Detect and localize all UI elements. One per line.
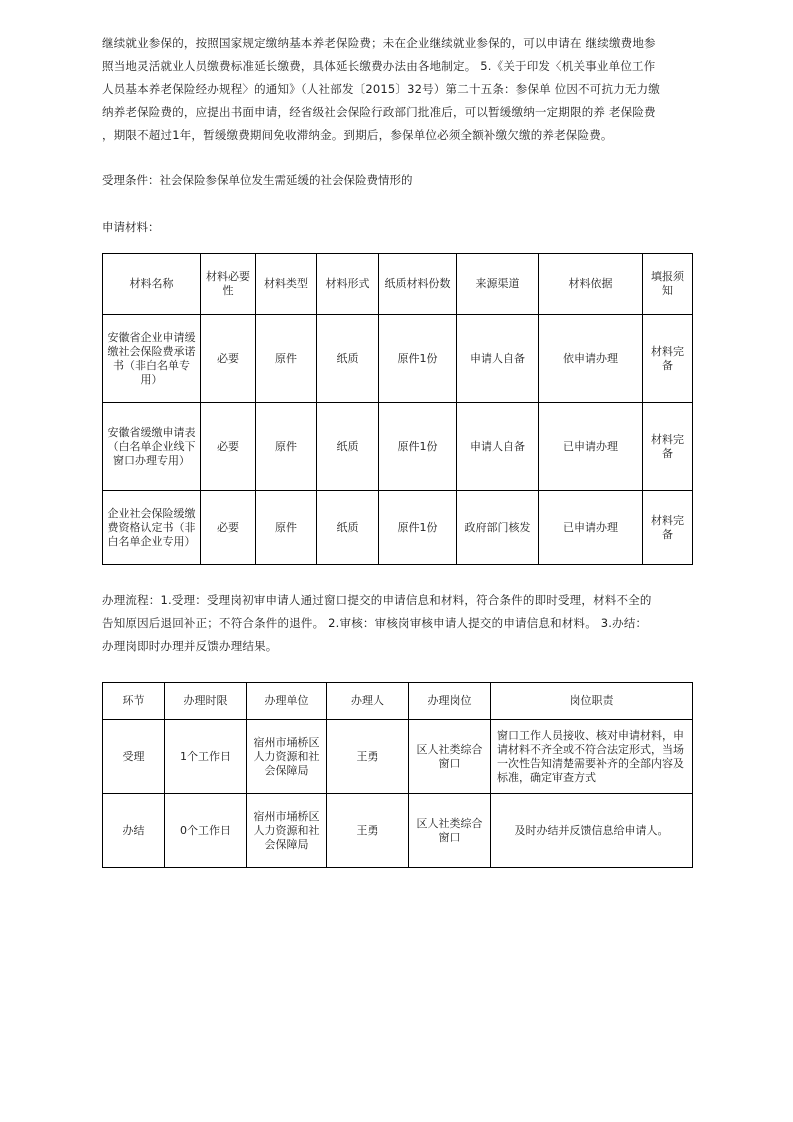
process-line: 告知原因后退回补正；不符合条件的退件。 2.审核：审核岗审核申请人提交的申请信息和材料。 3.办结： [102, 616, 648, 630]
table-cell: 王勇 [327, 794, 409, 868]
table-row [103, 491, 693, 565]
table-cell: 原件 [256, 403, 317, 491]
intro-line: 继续就业参保的，按照国家规定缴纳基本养老保险费；未在企业继续就业参保的，可以申请在 继续缴费地参 [102, 36, 656, 50]
table-cell: 窗口工作人员接收、核对申请材料，申请材料不齐全或不符合法定形式，当场一次性告知清楚需要补齐的全部内容及标准，确定审查方式 [491, 720, 693, 794]
table-cell: 原件 [256, 315, 317, 403]
table-cell: 材料完备 [643, 315, 693, 403]
acceptance-condition: 受理条件：社会保险参保单位发生需延缓的社会保险费情形的 [102, 173, 413, 187]
table-cell: 材料完备 [643, 491, 693, 565]
table-cell: 企业社会保险缓缴费资格认定书（非白名单企业专用） [103, 491, 201, 565]
table-cell: 纸质 [317, 403, 379, 491]
column-header: 办理岗位 [409, 683, 491, 720]
intro-line: 纳养老保险费的，应提出书面申请，经省级社会保险行政部门批准后，可以暂缓缴纳一定期限的养 老保险费 [102, 105, 656, 119]
column-header: 岗位职责 [491, 683, 693, 720]
table-cell: 原件 [256, 491, 317, 565]
table-cell: 1个工作日 [165, 720, 247, 794]
table-cell: 申请人自备 [457, 403, 539, 491]
materials-table [102, 253, 693, 565]
table-cell: 受理 [103, 720, 165, 794]
table-cell: 政府部门核发 [457, 491, 539, 565]
table-cell: 依申请办理 [539, 315, 643, 403]
table-row [103, 720, 693, 794]
table-cell: 纸质 [317, 315, 379, 403]
table-cell: 申请人自备 [457, 315, 539, 403]
column-header: 纸质材料份数 [379, 254, 457, 315]
process-line: 办理流程：1.受理：受理岗初审申请人通过窗口提交的申请信息和材料，符合条件的即时受理，材料不全的 [102, 593, 652, 607]
column-header: 填报须知 [643, 254, 693, 315]
column-header: 材料必要性 [201, 254, 256, 315]
materials-header-row [103, 254, 693, 315]
materials-label: 申请材料： [102, 220, 160, 234]
intro-line: 人员基本养老保险经办规程〉的通知》（人社部发〔2015〕32号）第二十五条：参保单 位因不可抗力无力缴 [102, 82, 660, 96]
table-cell: 及时办结并反馈信息给申请人。 [491, 794, 693, 868]
table-cell: 办结 [103, 794, 165, 868]
column-header: 环节 [103, 683, 165, 720]
table-cell: 必要 [201, 491, 256, 565]
table-cell: 王勇 [327, 720, 409, 794]
table-cell: 已申请办理 [539, 491, 643, 565]
table-cell: 纸质 [317, 491, 379, 565]
table-row [103, 403, 693, 491]
column-header: 材料名称 [103, 254, 201, 315]
document-page [102, 30, 692, 868]
column-header: 办理单位 [247, 683, 327, 720]
process-header-row [103, 683, 693, 720]
column-header: 材料形式 [317, 254, 379, 315]
column-header: 材料类型 [256, 254, 317, 315]
table-cell: 宿州市埇桥区人力资源和社会保障局 [247, 794, 327, 868]
table-cell: 原件1份 [379, 403, 457, 491]
table-cell: 区人社类综合窗口 [409, 720, 491, 794]
table-cell: 材料完备 [643, 403, 693, 491]
intro-line: ，期限不超过1年，暂缓缴费期间免收滞纳金。到期后，参保单位必须全额补缴欠缴的养老保险费。 [102, 128, 613, 142]
column-header: 来源渠道 [457, 254, 539, 315]
column-header: 材料依据 [539, 254, 643, 315]
process-line: 办理岗即时办理并反馈办理结果。 [102, 639, 278, 653]
table-cell: 原件1份 [379, 315, 457, 403]
intro-paragraph [102, 32, 692, 147]
table-row [103, 315, 693, 403]
table-cell: 宿州市埇桥区人力资源和社会保障局 [247, 720, 327, 794]
table-row [103, 794, 693, 868]
table-cell: 必要 [201, 403, 256, 491]
column-header: 办理人 [327, 683, 409, 720]
table-cell: 安徽省企业申请缓缴社会保险费承诺书（非白名单专用） [103, 315, 201, 403]
intro-line: 照当地灵活就业人员缴费标准延长缴费，具体延长缴费办法由各地制定。 5.《关于印发〈机关事业单位工作 [102, 59, 656, 73]
process-table [102, 682, 693, 868]
table-cell: 已申请办理 [539, 403, 643, 491]
table-cell: 0个工作日 [165, 794, 247, 868]
table-cell: 必要 [201, 315, 256, 403]
process-paragraph [102, 589, 692, 658]
table-cell: 安徽省缓缴申请表（白名单企业线下窗口办理专用） [103, 403, 201, 491]
column-header: 办理时限 [165, 683, 247, 720]
table-cell: 区人社类综合窗口 [409, 794, 491, 868]
table-cell: 原件1份 [379, 491, 457, 565]
